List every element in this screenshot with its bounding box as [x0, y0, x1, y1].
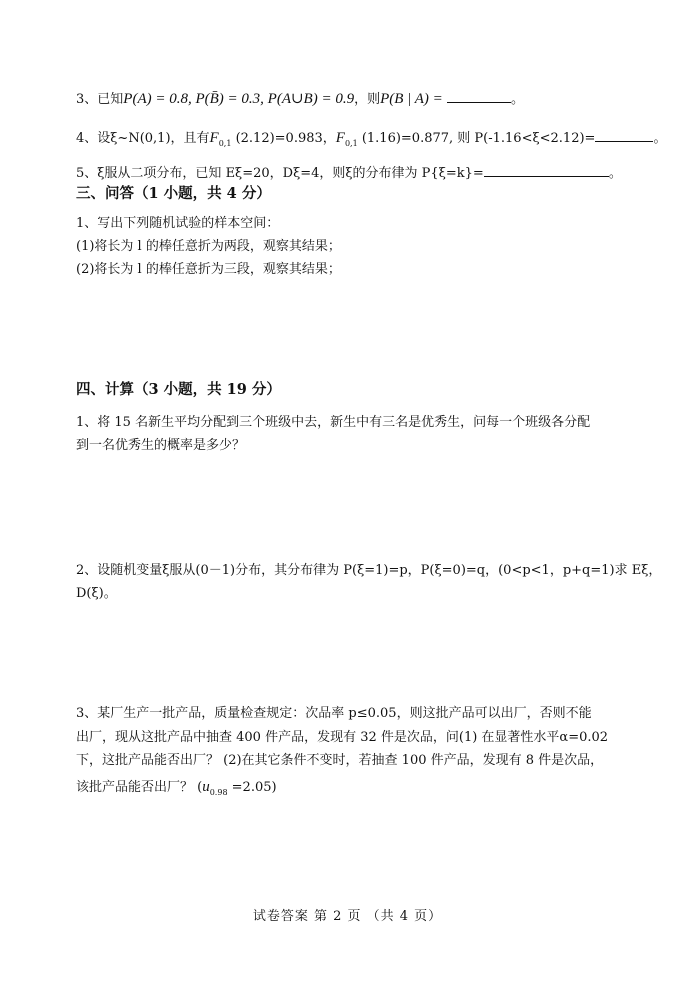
problem-3-line-1: 3、某厂生产一批产品，质量检查规定：次品率 p≤0.05，则这批产品可以出厂，否则不能: [76, 706, 592, 721]
q4-prefix: 4、设ξ~N(0,1)，且有: [76, 131, 210, 146]
section-4-heading: 四、计算（3 小题，共 19 分）: [76, 381, 281, 398]
section-3-heading: 三、问答（1 小题，共 4 分）: [76, 185, 271, 202]
problem-3-last-suffix: =2.05): [227, 780, 277, 795]
q5-answer-blank: [484, 164, 609, 177]
q5-text: 5、ξ服从二项分布，已知 Eξ=20，Dξ=4，则ξ的分布律为 P{ξ=k}=: [76, 166, 484, 181]
q3-suffix: 。: [510, 92, 524, 107]
problem-1-line-2: 到一名优秀生的概率是多少？: [76, 438, 246, 453]
section-3-line-2: (1)将长为 l 的棒任意折为两段，观察其结果；: [76, 239, 341, 254]
q4-f-sub-2: 0,1: [344, 139, 358, 148]
q4-f-label-2: F: [335, 130, 345, 146]
q4-part2: (1.16)=0.877, 则 P(-1.16<ξ<2.12)=: [357, 131, 596, 146]
section-3-line-1: 1、写出下列随机试验的样本空间：: [76, 216, 280, 231]
q4-answer-blank: [595, 129, 653, 142]
problem-1-line-1: 1、将 15 名新生平均分配到三个班级中去，新生中有三名是优秀生，问每一个班级各分配: [76, 415, 591, 430]
q4-suffix: 。: [653, 131, 667, 146]
problem-3-u-subscript: 0.98: [209, 788, 228, 797]
q4-f-sub-1: 0,1: [218, 139, 232, 148]
section-3-line-3: (2)将长为 l 的棒任意折为三段，观察其结果；: [76, 262, 341, 277]
problem-2-line-1: 2、设随机变量ξ服从(0－1)分布，其分布律为 P(ξ=1)=p，P(ξ=0)=q，(0<p<1，p+q=1)求 Eξ，: [76, 563, 662, 578]
q3-answer-blank: [447, 90, 511, 103]
problem-3-u-symbol: u: [202, 779, 210, 795]
q3-formula: P(A) = 0.8, P(B̄) = 0.3, P(A∪B) = 0.9: [123, 91, 355, 107]
page-footer: 试卷答案 第 2 页 （共 4 页）: [252, 909, 443, 924]
problem-3-line-2: 出厂，现从这批产品中抽查 400 件产品，发现有 32 件是次品，问(1) 在显著性水平α=0.02: [76, 730, 609, 745]
q4-f-label-1: F: [209, 130, 219, 146]
problem-3-line-4: [76, 776, 277, 797]
problem-2-line-2: D(ξ)。: [76, 586, 117, 601]
problem-3-line-3: 下，这批产品能否出厂？ (2)在其它条件不变时，若抽查 100 件产品，发现有 8 件是次品，: [76, 753, 604, 768]
q3-target: P(B | A) =: [380, 91, 443, 107]
q5-suffix: 。: [608, 166, 622, 181]
fill-question-3: [76, 88, 524, 108]
q4-part1: (2.12)=0.983，: [231, 131, 336, 146]
fill-question-5: [76, 162, 622, 181]
q3-prefix: 3、已知: [76, 92, 124, 107]
problem-3-last-prefix: 该批产品能否出厂？ (: [76, 780, 203, 795]
fill-question-4: [76, 127, 666, 148]
q3-mid: ，则: [354, 92, 381, 107]
